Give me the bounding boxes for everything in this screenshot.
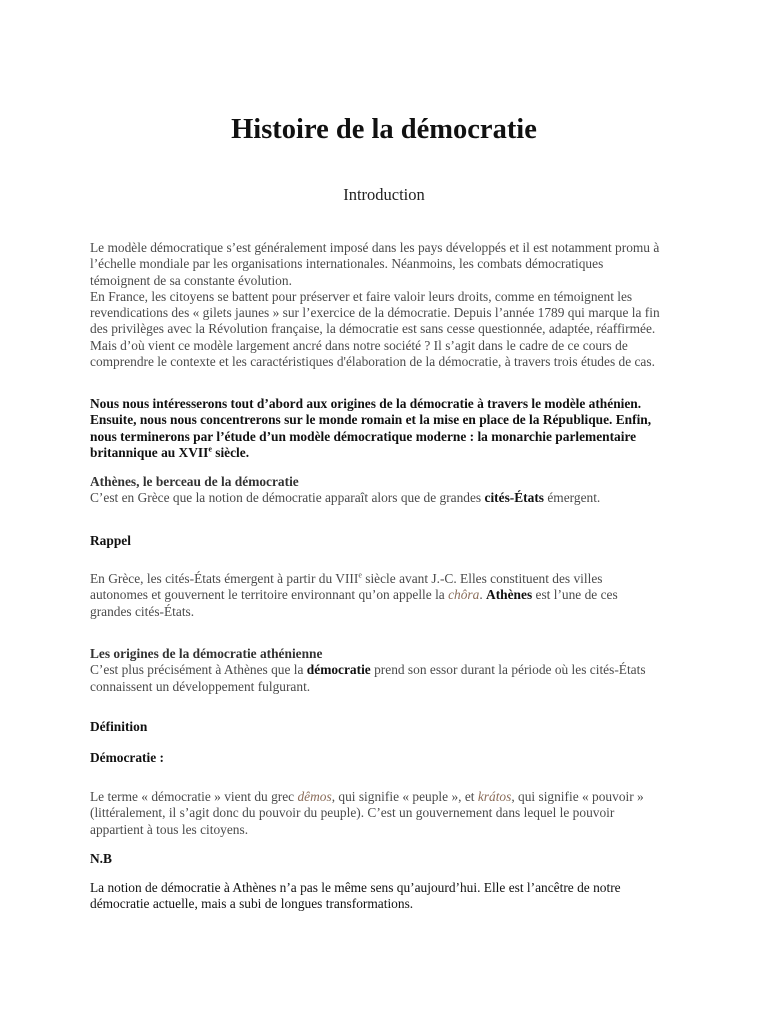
definition-paragraph: [90, 789, 700, 838]
kratos-term: krátos: [477, 789, 512, 804]
intro-line: des privilèges avec la Révolution française, la démocratie est sans cesse questionnée, adaptée, réaffirmée.: [90, 321, 656, 337]
intro-line: comprendre le contexte et les caractéristiques d'élaboration de la démocratie, à travers trois études de cas.: [90, 354, 655, 370]
athenes-heading: Athènes, le berceau de la démocratie: [90, 474, 299, 489]
rappel-line: [90, 571, 700, 587]
origines-text: prend son essor durant la période où les cités-États: [370, 662, 646, 678]
definition-text: , qui signifie « pouvoir »: [511, 789, 644, 804]
nb-heading: N.B: [90, 851, 112, 866]
rappel-text: En Grèce, les cités-États émergent à partir du VIII: [90, 571, 359, 586]
intro-paragraph: [90, 240, 700, 370]
chora-term: chôra: [448, 587, 480, 603]
superscript: e: [208, 444, 212, 454]
rappel-text: autonomes et gouvernent le territoire environnant qu’on appelle la: [90, 587, 449, 603]
demos-term: dêmos: [297, 789, 332, 804]
intro-line: Le modèle démocratique s’est généralement imposé dans les pays développés et il est notamment promu à: [90, 240, 660, 255]
section-subtitle: Introduction: [343, 185, 425, 204]
athenes-text: [90, 490, 700, 506]
athenes-term: Athènes: [486, 587, 533, 603]
rappel-text: est l’une de ces: [532, 587, 618, 603]
intro-line: témoignent de sa constante évolution.: [90, 272, 292, 288]
nb-line: La notion de démocratie à Athènes n’a pas le même sens qu’aujourd’hui. Elle est l’ancêtre de notre: [90, 880, 621, 895]
rappel-paragraph: [90, 571, 700, 620]
plan-paragraph: [90, 396, 700, 461]
plan-line: [90, 445, 700, 461]
definition-text: , qui signifie « peuple », et: [331, 789, 478, 804]
plan-line-text: siècle.: [211, 444, 250, 460]
athenes-text-part: C’est en Grèce que la notion de démocratie apparaît alors que de grandes: [90, 490, 485, 506]
definition-text: Le terme « démocratie » vient du grec: [90, 789, 298, 804]
origines-text: C’est plus précisément à Athènes que la: [90, 662, 307, 678]
page-title: Histoire de la démocratie: [231, 114, 537, 145]
origines-section: [90, 646, 700, 695]
nb-line: démocratie actuelle, mais a subi de longues transformations.: [90, 896, 414, 912]
origines-line: [90, 662, 700, 678]
intro-line: Mais d’où vient ce modèle largement ancré dans notre société ? Il s’agit dans le cadre de ce cours de: [90, 337, 628, 353]
nb-paragraph: [90, 880, 700, 913]
origines-heading: Les origines de la démocratie athénienne: [90, 646, 323, 661]
definition-line: appartient à tous les citoyens.: [90, 821, 249, 837]
rappel-heading: Rappel: [90, 533, 131, 548]
plan-line-text: britannique au XVII: [90, 444, 209, 460]
origines-line: connaissent un développement fulgurant.: [90, 678, 311, 694]
democratie-term: démocratie: [306, 662, 371, 678]
rappel-text: siècle avant J.-C. Elles constituent des villes: [361, 571, 603, 586]
intro-line: En France, les citoyens se battent pour préserver et faire valoir leurs droits, comme en témoignent les: [90, 288, 633, 304]
definition-line: [90, 789, 700, 805]
definition-heading: Définition: [90, 719, 148, 734]
athenes-text-part: émergent.: [544, 490, 601, 506]
cites-etats-term: cités-États: [484, 490, 544, 506]
plan-line: nous terminerons par l’étude d’un modèle démocratique moderne : la monarchie parlementaire: [90, 428, 637, 444]
definition-term: Démocratie :: [90, 750, 164, 765]
rappel-line: [90, 587, 700, 603]
superscript: e: [358, 570, 362, 580]
rappel-text: .: [479, 587, 487, 603]
plan-line: Nous nous intéresserons tout d’abord aux origines de la démocratie à travers le modèle athénien.: [90, 396, 642, 411]
rappel-line: grandes cités-États.: [90, 603, 195, 619]
intro-line: l’échelle mondiale par les organisations internationales. Néanmoins, les combats démocratiques: [90, 256, 604, 272]
plan-line: Ensuite, nous nous concentrerons sur le monde romain et la mise en place de la République. Enfin,: [90, 412, 652, 428]
intro-line: revendications des « gilets jaunes » sur l’exercice de la démocratie. Depuis l’année 1789 qui marque la fin: [90, 305, 660, 321]
definition-line: (littéralement, il s’agit donc du pouvoir du peuple). C’est un gouvernement dans lequel le pouvoir: [90, 805, 615, 821]
athenes-section: [90, 474, 700, 507]
